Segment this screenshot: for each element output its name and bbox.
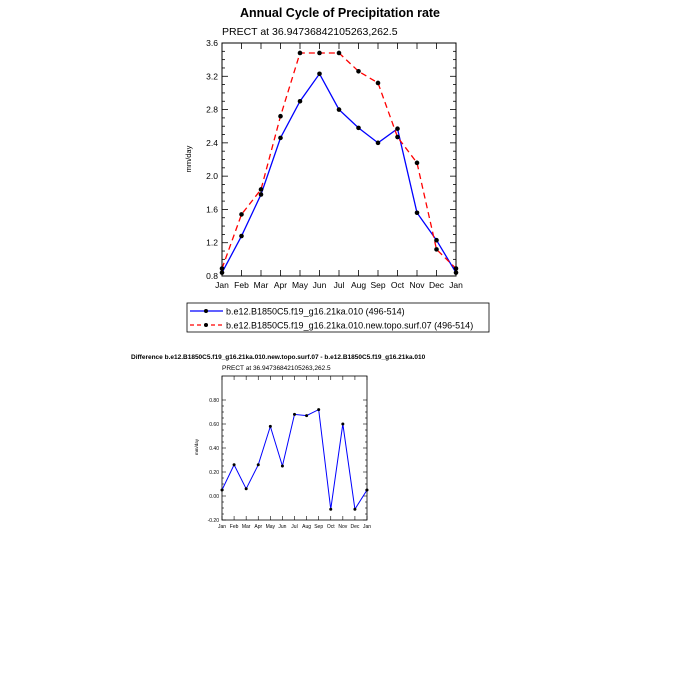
y-tick-label: -0.20	[207, 517, 219, 524]
data-point-series-2	[298, 51, 303, 56]
data-point-series-1	[220, 270, 225, 275]
x-tick-label: Aug	[350, 280, 367, 290]
precipitation-difference-chart	[131, 354, 426, 530]
data-point-series-1	[257, 463, 260, 466]
legend-marker-series-1	[204, 309, 208, 313]
data-point-series-1	[239, 234, 244, 239]
data-point-series-1	[329, 508, 332, 511]
x-tick-label: Mar	[253, 280, 269, 290]
data-point-series-1	[353, 508, 356, 511]
x-tick-label: Feb	[229, 524, 239, 530]
data-point-series-1	[415, 210, 420, 215]
chart2-ylabel: mm/day	[194, 438, 199, 456]
x-tick-label: Sep	[314, 524, 324, 530]
series-line-1	[222, 410, 367, 510]
data-point-series-1	[278, 136, 283, 141]
x-tick-label: Apr	[273, 280, 288, 290]
data-point-series-1	[434, 238, 439, 243]
data-point-series-1	[233, 463, 236, 466]
data-point-series-1	[317, 408, 320, 411]
y-tick-label: 0.8	[206, 270, 218, 281]
y-tick-label: 1.2	[206, 237, 218, 248]
chart1-ylabel: mm/day	[184, 145, 193, 173]
series-line-2	[222, 53, 456, 269]
chart1-title: Annual Cycle of Precipitation rate	[239, 6, 441, 20]
data-point-series-2	[395, 135, 400, 140]
x-tick-label: Nov	[409, 280, 425, 290]
x-tick-label: Oct	[326, 524, 335, 530]
x-tick-label: Jan	[215, 280, 229, 290]
data-point-series-2	[337, 51, 342, 56]
data-point-series-1	[366, 489, 369, 492]
data-point-series-1	[305, 414, 308, 417]
y-tick-label: 0.60	[209, 421, 219, 428]
x-tick-label: Apr	[254, 524, 263, 530]
y-tick-label: 0.00	[209, 493, 219, 500]
chart1-legend	[187, 303, 489, 332]
data-point-series-1	[281, 465, 284, 468]
data-point-series-2	[415, 161, 420, 166]
chart1-plot-frame	[222, 43, 456, 276]
x-tick-label: Aug	[302, 524, 312, 530]
x-tick-label: Jun	[312, 280, 327, 290]
chart2-title: Difference b.e12.B1850C5.f19_g16.21ka.010.new.topo.surf.07 - b.e12.B1850C5.f19_g16.21ka.010	[131, 354, 426, 361]
data-point-series-2	[239, 212, 244, 217]
y-tick-label: 3.6	[206, 37, 218, 48]
data-point-series-1	[298, 99, 303, 104]
x-tick-label: Mar	[241, 524, 251, 530]
y-tick-label: 2.8	[206, 104, 218, 115]
data-point-series-1	[395, 126, 400, 131]
data-point-series-2	[220, 266, 225, 271]
x-tick-label: Feb	[234, 280, 249, 290]
x-tick-label: Dec	[428, 280, 445, 290]
data-point-series-1	[454, 270, 459, 275]
x-tick-label: Jan	[362, 524, 372, 530]
y-tick-label: 2.4	[206, 137, 218, 148]
chart2-plot-frame	[222, 376, 367, 520]
data-point-series-1	[259, 192, 264, 197]
legend-marker-series-2	[204, 323, 208, 327]
data-point-series-2	[376, 81, 381, 86]
y-tick-label: 0.20	[209, 469, 219, 476]
data-point-series-2	[278, 114, 283, 119]
data-point-series-2	[259, 187, 264, 192]
chart1-subtitle: PRECT at 36.94736842105263,262.5	[222, 26, 398, 38]
legend-label-series-1: b.e12.B1850C5.f19_g16.21ka.010 (496-514)	[226, 306, 405, 317]
x-tick-label: Jun	[278, 524, 287, 530]
data-point-series-1	[269, 425, 272, 428]
data-point-series-2	[434, 247, 439, 252]
data-point-series-2	[317, 51, 322, 56]
data-point-series-1	[376, 141, 381, 146]
chart2-subtitle: PRECT at 36.94736842105263,262.5	[222, 365, 331, 372]
data-point-series-2	[454, 266, 459, 271]
data-point-series-1	[293, 413, 296, 416]
y-tick-label: 0.40	[209, 445, 219, 452]
x-tick-label: Oct	[390, 280, 405, 290]
y-tick-label: 2.0	[206, 171, 218, 182]
y-tick-label: 1.6	[206, 204, 218, 215]
series-line-1	[222, 74, 456, 273]
x-tick-label: May	[265, 524, 276, 530]
y-tick-label: 3.2	[206, 71, 218, 82]
data-point-series-1	[356, 126, 361, 131]
x-tick-label: Jan	[217, 524, 227, 530]
data-point-series-1	[337, 107, 342, 112]
x-tick-label: May	[291, 280, 309, 290]
data-point-series-1	[317, 71, 322, 76]
x-tick-label: Jul	[291, 524, 298, 530]
y-tick-label: 0.80	[209, 397, 219, 404]
data-point-series-1	[221, 489, 224, 492]
x-tick-label: Jul	[333, 280, 345, 290]
x-tick-label: Nov	[338, 524, 348, 530]
data-point-series-1	[341, 423, 344, 426]
data-point-series-1	[245, 487, 248, 490]
data-point-series-2	[356, 69, 361, 74]
x-tick-label: Jan	[449, 280, 463, 290]
precipitation-annual-cycle-chart	[184, 6, 489, 332]
legend-label-series-2: b.e12.B1850C5.f19_g16.21ka.010.new.topo.surf.07 (496-514)	[226, 320, 474, 331]
x-tick-label: Sep	[370, 280, 386, 290]
x-tick-label: Dec	[350, 524, 360, 530]
